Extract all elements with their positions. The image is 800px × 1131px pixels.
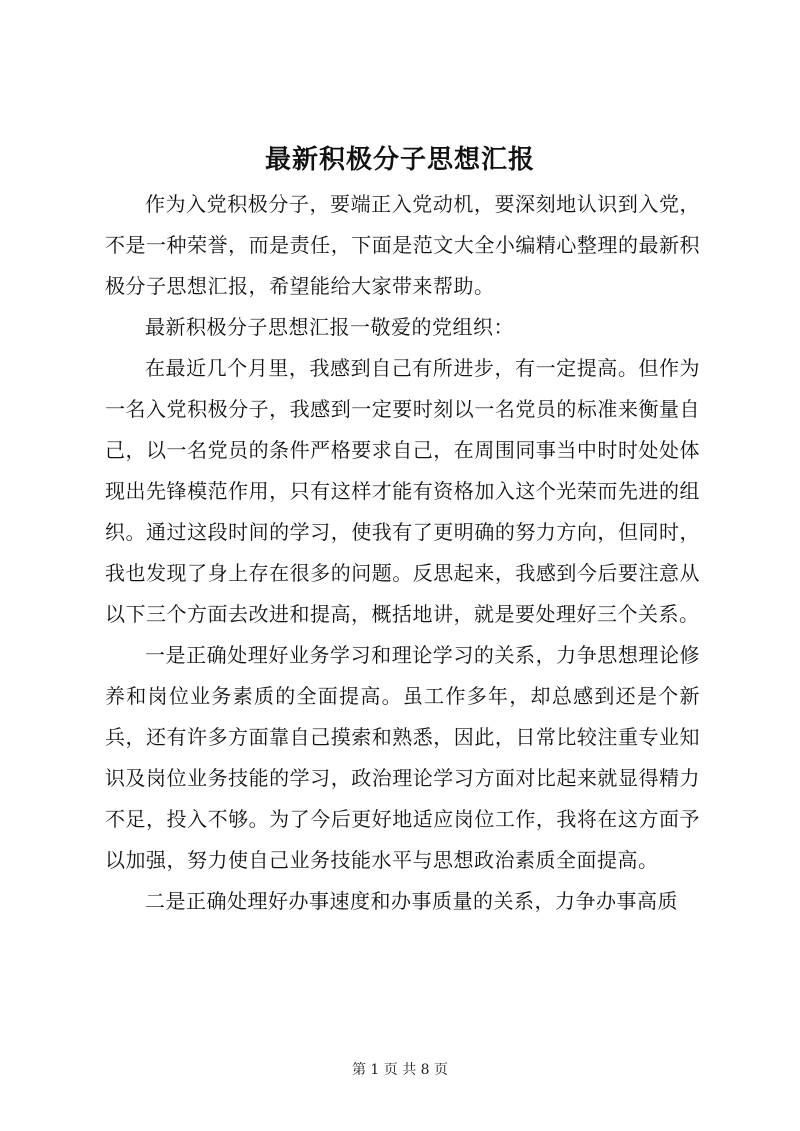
document-body — [105, 184, 700, 922]
paragraph-relation-one: 一是正确处理好业务学习和理论学习的关系，力争思想理论修养和岗位业务素质的全面提高。虽工作多年，却总感到还是个新兵，还有许多方面靠自己摸索和熟悉，因此，日常比较注重专业知识及岗位业务技能的学习，政治理论学习方面对比起来就显得精力不足，投入不够。为了今后更好地适应岗位工作，我将在这方面予以加强，努力使自己业务技能水平与思想政治素质全面提高。 — [105, 643, 700, 872]
paragraph-relation-two: 二是正确处理好办事速度和办事质量的关系，力争办事高质 — [145, 889, 678, 913]
paragraph-salutation: 最新积极分子思想汇报一敬爱的党组织： — [145, 315, 514, 339]
paragraph-progress: 在最近几个月里，我感到自己有所进步，有一定提高。但作为一名入党积极分子，我感到一定要时刻以一名党员的标准来衡量自己，以一名党员的条件严格要求自己，在周围同事当中时时处处体现出先锋模范作用，只有这样才能有资格加入这个光荣而先进的组织。通过这段时间的学习，使我有了更明确的努力方向，但同时，我也发现了身上存在很多的问题。反思起来，我感到今后要注意从以下三个方面去改进和提高，概括地讲，就是要处理好三个关系。 — [105, 356, 700, 626]
paragraph-intro: 作为入党积极分子，要端正入党动机，要深刻地认识到入党，不是一种荣誉，而是责任，下面是范文大全小编精心整理的最新积极分子思想汇报，希望能给大家带来帮助。 — [105, 192, 700, 298]
document-title: 最新积极分子思想汇报 — [264, 145, 535, 175]
page-footer: 第 1 页 共 8 页 — [351, 1062, 449, 1078]
